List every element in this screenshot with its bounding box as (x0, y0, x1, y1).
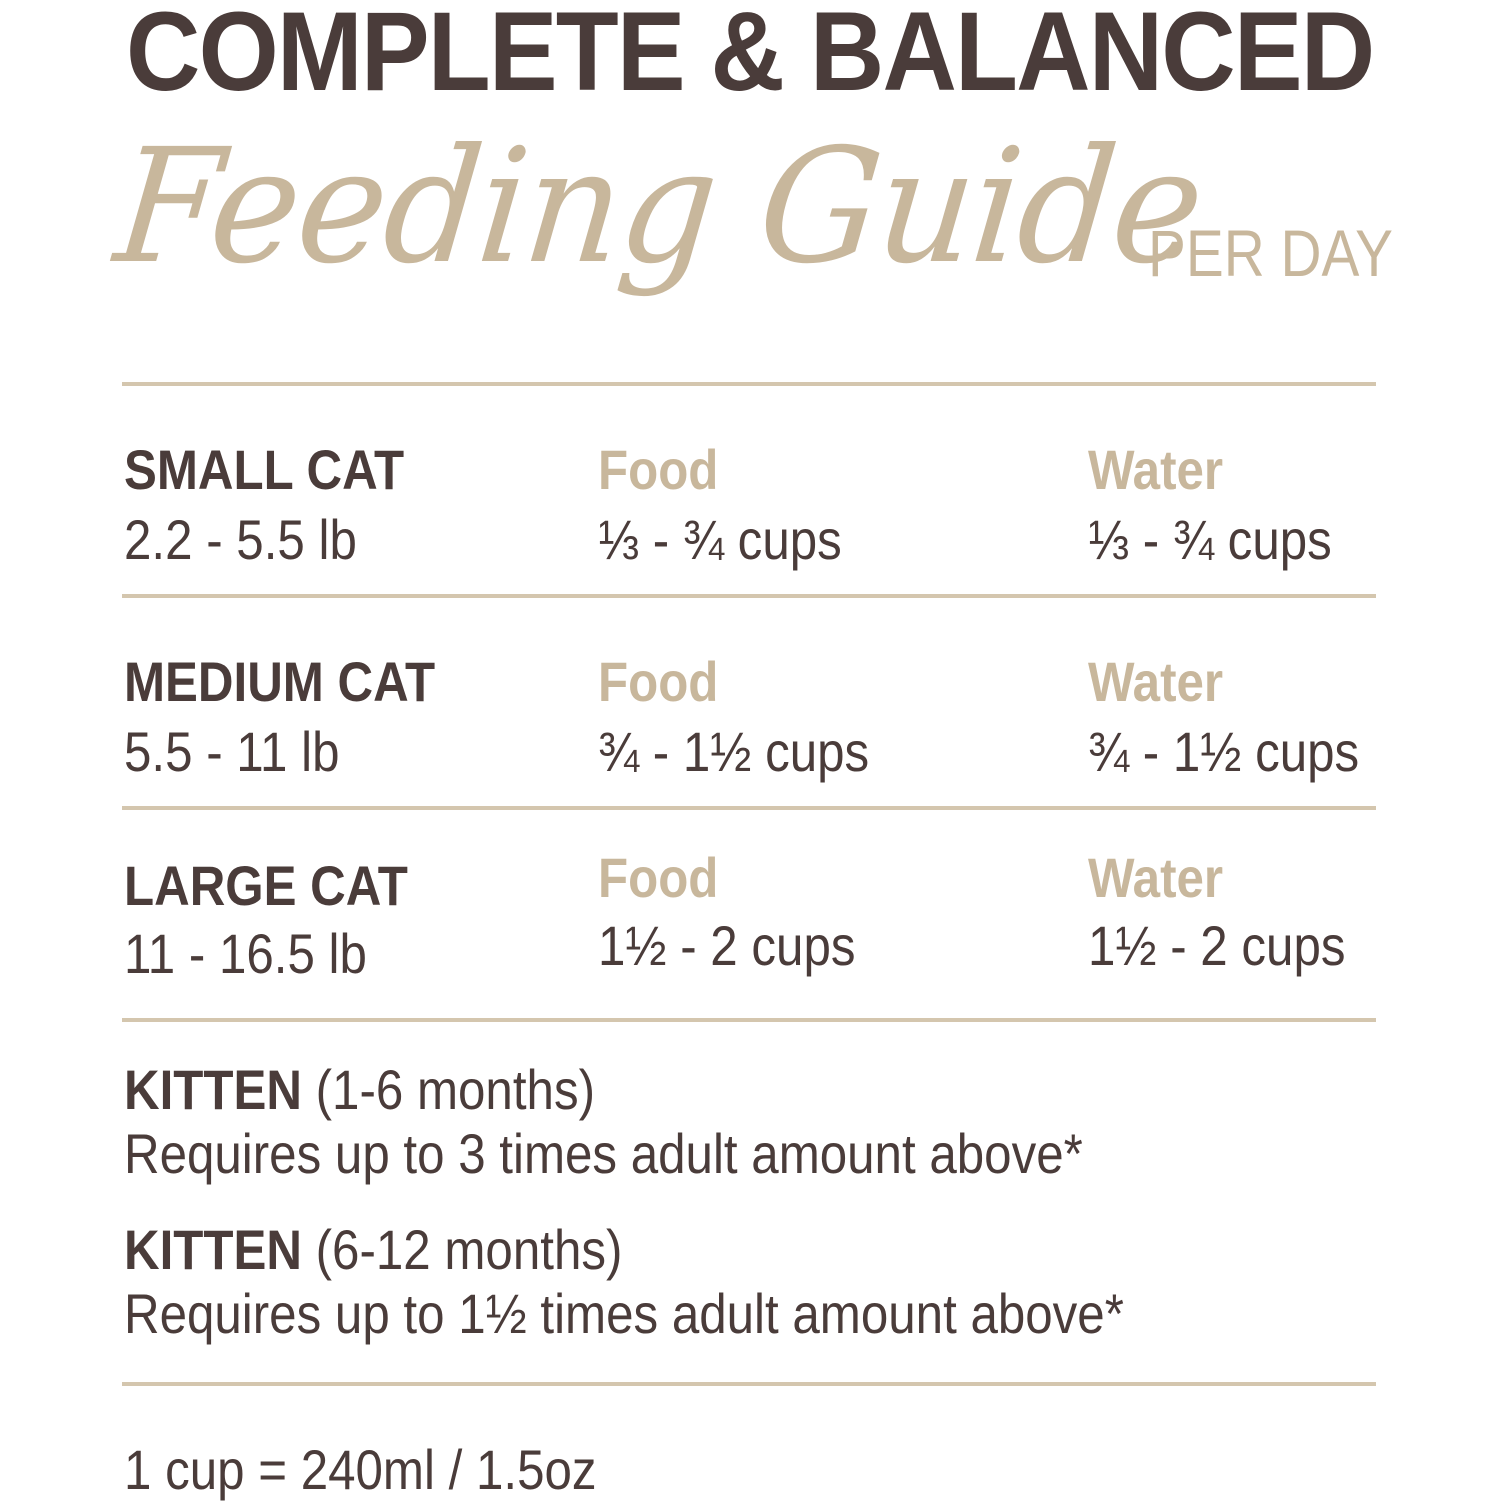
large-cat-water-label: Water (1088, 846, 1224, 909)
medium-cat-water-label: Water (1088, 650, 1224, 713)
small-cat-water-label: Water (1088, 438, 1224, 501)
kitten-age: (1-6 months) (315, 1058, 595, 1121)
kitten-6-12-requirement: Requires up to 1½ times adult amount above* (124, 1282, 1124, 1345)
divider (122, 382, 1376, 386)
kitten-age: (6-12 months) (315, 1218, 623, 1281)
cup-conversion-note: 1 cup = 240ml / 1.5oz (124, 1438, 597, 1501)
feeding-guide-title: Feeding Guide (108, 115, 1210, 299)
medium-cat-food-label: Food (598, 650, 719, 713)
divider (122, 594, 1376, 598)
large-cat-food-label: Food (598, 846, 719, 909)
medium-cat-food-value: ¾ - 1½ cups (598, 720, 870, 783)
small-cat-weight: 2.2 - 5.5 lb (124, 508, 357, 571)
kitten-1-6-requirement: Requires up to 3 times adult amount above* (124, 1122, 1083, 1185)
kitten-1-6-heading (124, 1060, 595, 1120)
large-cat-food-value: 1½ - 2 cups (598, 914, 856, 977)
kitten-6-12-heading (124, 1220, 622, 1280)
large-cat-weight: 11 - 16.5 lb (124, 922, 367, 985)
medium-cat-weight: 5.5 - 11 lb (124, 720, 340, 783)
medium-cat-label: MEDIUM CAT (124, 650, 436, 713)
divider (122, 806, 1376, 810)
small-cat-water-value: ⅓ - ¾ cups (1088, 508, 1332, 571)
kitten-label: KITTEN (124, 1218, 302, 1281)
page-title: COMPLETE & BALANCED (126, 0, 1374, 114)
per-day-label: PER DAY (1148, 216, 1393, 290)
small-cat-food-label: Food (598, 438, 719, 501)
large-cat-label: LARGE CAT (124, 854, 408, 917)
small-cat-label: SMALL CAT (124, 438, 405, 501)
large-cat-water-value: 1½ - 2 cups (1088, 914, 1346, 977)
small-cat-food-value: ⅓ - ¾ cups (598, 508, 842, 571)
divider (122, 1018, 1376, 1022)
medium-cat-water-value: ¾ - 1½ cups (1088, 720, 1360, 783)
kitten-label: KITTEN (124, 1058, 302, 1121)
divider (122, 1382, 1376, 1386)
